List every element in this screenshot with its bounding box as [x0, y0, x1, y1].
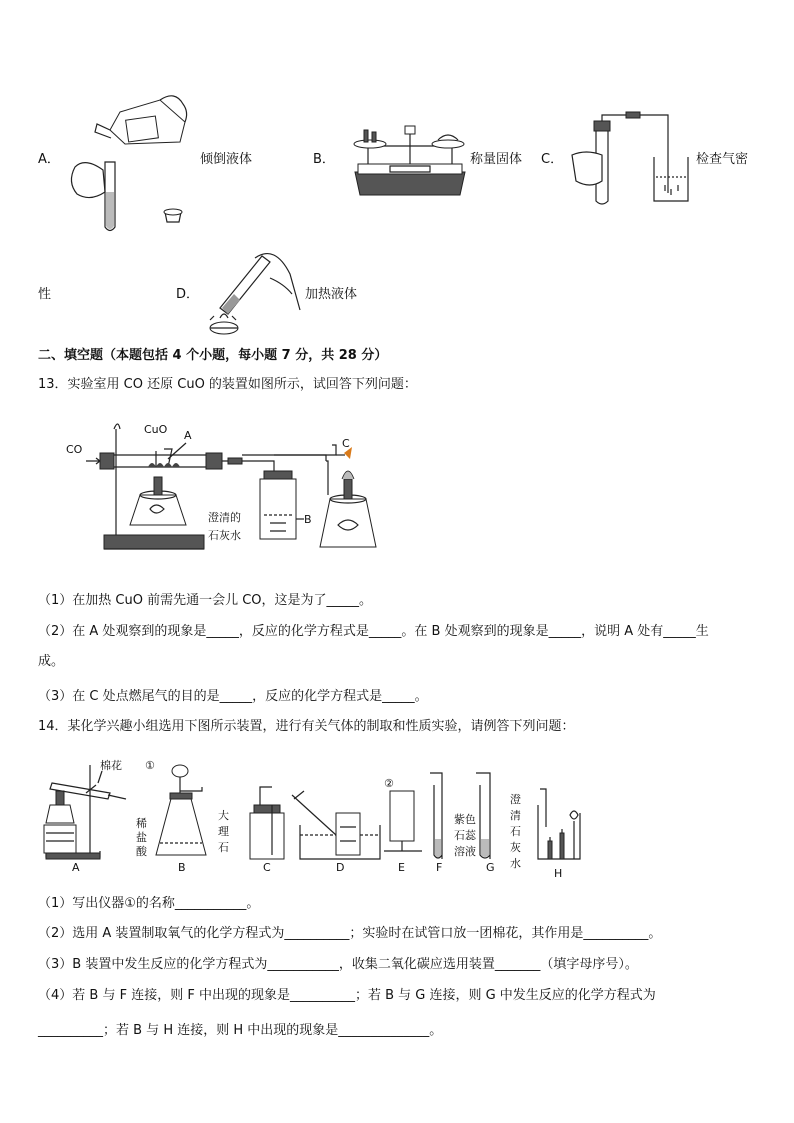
- q13-part2-line1: （2）在 A 处观察到的现象是_____，反应的化学方程式是_____。在 B 处观察到的现象是_____，说明 A 处有_____生: [38, 624, 709, 639]
- q14-label-g: G: [486, 861, 495, 874]
- airtightness-figure: [568, 115, 693, 207]
- section-heading: 二、填空题（本题包括 4 个小题，每小题 7 分，共 28 分）: [38, 348, 388, 363]
- q14-label-acid-3: 酸: [136, 845, 147, 858]
- q13-label-cuo: CuO: [144, 423, 168, 436]
- heat-liquid-figure: [200, 248, 310, 340]
- q14-stem: 14．某化学兴趣小组选用下图所示装置，进行有关气体的制取和性质实验，请例答下列问题：: [38, 719, 575, 734]
- q14-label-litmus-3: 溶液: [454, 845, 476, 858]
- q14-label-f: F: [436, 861, 443, 874]
- q14-label-a: A: [72, 861, 80, 874]
- q14-label-d: D: [336, 861, 345, 874]
- pour-liquid-figure: [65, 82, 195, 242]
- q14-label-c: C: [263, 861, 271, 874]
- q14-part4-line2: __________；若 B 与 H 连接，则 H 中出现的现象是______________。: [38, 1023, 443, 1038]
- q14-label-litmus-1: 紫色: [454, 813, 476, 826]
- q14-label-lime-2: 清: [510, 809, 521, 822]
- balance-figure: [350, 120, 470, 200]
- q13-stem: 13．实验室用 CO 还原 CuO 的装置如图所示，试回答下列问题：: [38, 377, 417, 392]
- q14-label-cotton: 棉花: [100, 759, 122, 772]
- q14-label-acid-1: 稀: [136, 817, 147, 830]
- q14-label-litmus-2: 石蕊: [454, 829, 476, 842]
- q13-label-c: C: [342, 437, 350, 450]
- option-c-text: 检查气密: [696, 152, 749, 167]
- q14-part2: （2）选用 A 装置制取氧气的化学方程式为__________；实验时在试管口放一团棉花，其作用是__________。: [38, 926, 662, 941]
- q13-label-b: B: [304, 513, 312, 526]
- q14-label-b: B: [178, 861, 186, 874]
- q13-apparatus-diagram: [60, 415, 390, 555]
- q14-label-c2: ②: [384, 777, 394, 790]
- q14-apparatus-diagram: [40, 755, 600, 880]
- q14-label-lime-3: 石: [510, 825, 521, 838]
- option-b-text: 称量固体: [470, 152, 523, 167]
- option-c-text-cont: 性: [38, 287, 52, 302]
- option-a-text: 倾倒液体: [200, 152, 253, 167]
- q13-part2-line2: 成。: [38, 654, 65, 669]
- q14-label-h: H: [554, 867, 563, 880]
- q13-part1: （1）在加热 CuO 前需先通一会儿 CO，这是为了_____。: [38, 593, 373, 608]
- q14-label-e: E: [398, 861, 405, 874]
- option-d-text: 加热液体: [305, 287, 358, 302]
- q14-label-marble-3: 石: [218, 841, 229, 854]
- q13-label-co: CO: [66, 443, 83, 456]
- q14-label-marble-2: 理: [218, 825, 229, 838]
- option-d-letter: D．: [176, 287, 200, 302]
- q13-label-limewater-1: 澄清的: [208, 511, 241, 524]
- q13-label-a: A: [184, 429, 192, 442]
- q14-label-acid-2: 盐: [136, 831, 147, 844]
- q14-part1: （1）写出仪器①的名称___________。: [38, 896, 260, 911]
- option-b-letter: B．: [313, 152, 335, 167]
- q13-part3: （3）在 C 处点燃尾气的目的是_____，反应的化学方程式是_____。: [38, 689, 428, 704]
- q14-label-lime-4: 灰: [510, 841, 521, 854]
- q14-part3: （3）B 装置中发生反应的化学方程式为___________，收集二氧化碳应选用装置_______（填字母序号）。: [38, 957, 638, 972]
- q14-label-marble-1: 大: [218, 809, 229, 822]
- q14-part4-line1: （4）若 B 与 F 连接，则 F 中出现的现象是__________；若 B 与 G 连接，则 G 中发生反应的化学方程式为: [38, 988, 656, 1003]
- q14-label-lime-1: 澄: [510, 793, 521, 806]
- q14-label-lime-5: 水: [510, 857, 521, 870]
- option-c-letter: C．: [541, 152, 564, 167]
- q14-label-c1: ①: [145, 759, 155, 772]
- q13-label-limewater-2: 石灰水: [208, 529, 241, 542]
- option-a-letter: A．: [38, 152, 60, 167]
